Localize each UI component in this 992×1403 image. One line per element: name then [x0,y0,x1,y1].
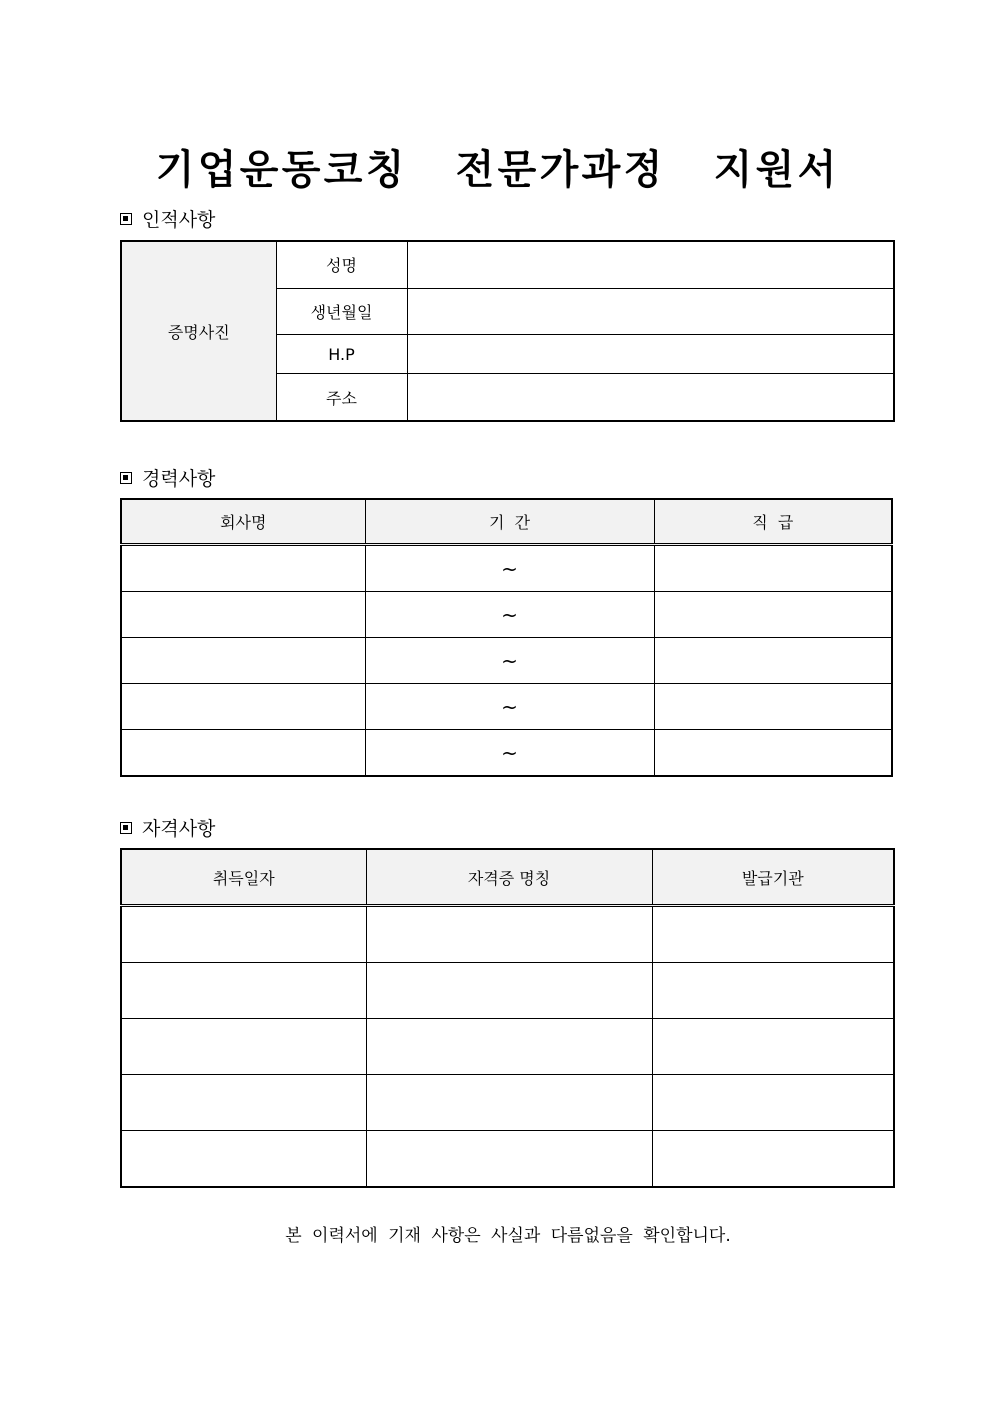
section-personal [120,205,215,232]
career-position-cell[interactable] [654,730,892,777]
field-value-phone[interactable] [407,335,894,374]
table-row [121,906,894,963]
photo-cell[interactable] [121,241,276,421]
cert-issuer-cell[interactable] [652,906,894,963]
cert-header-name: 자격증 명칭 [366,849,652,906]
career-company-cell[interactable] [121,730,365,777]
field-value-name[interactable] [407,241,894,288]
table-row [121,545,892,592]
section-personal-label: 인적사항 [142,209,216,231]
table-row [121,592,892,638]
certification-header-row [121,849,894,906]
section-career [120,464,215,491]
career-company-cell[interactable] [121,684,365,730]
cert-issuer-cell[interactable] [652,1131,894,1188]
cert-name-cell[interactable] [366,1131,652,1188]
career-company-cell[interactable] [121,638,365,684]
title-char: 업 [197,147,237,193]
cert-header-date: 취득일자 [121,849,366,906]
square-bullet-icon [120,822,132,834]
table-row [121,730,892,777]
square-bullet-icon [120,213,132,225]
career-header-period: 기 간 [365,499,654,545]
title-word-2 [454,138,664,195]
career-position-cell[interactable] [654,592,892,638]
square-bullet-icon [120,472,132,484]
cert-date-cell[interactable] [121,963,366,1019]
certification-table [120,848,895,1188]
cert-issuer-cell[interactable] [652,1019,894,1075]
field-value-birthdate[interactable] [407,288,894,334]
title-char: 전 [455,147,495,193]
cert-issuer-cell[interactable] [652,963,894,1019]
career-header-row [121,499,892,545]
cert-name-cell[interactable] [366,1075,652,1131]
field-label-name: 성명 [276,241,407,288]
career-period-cell[interactable]: ~ [365,592,654,638]
cert-issuer-cell[interactable] [652,1075,894,1131]
career-period-cell[interactable]: ~ [365,545,654,592]
career-header-company: 회사명 [121,499,365,545]
table-row [121,1019,894,1075]
section-certification-label: 자격사항 [142,818,216,840]
table-row [121,638,892,684]
cert-date-cell[interactable] [121,1075,366,1131]
table-row [121,1131,894,1188]
photo-label: 증명사진 [167,322,230,342]
title-char: 원 [755,147,795,193]
cert-name-cell[interactable] [366,963,652,1019]
cert-name-cell[interactable] [366,1019,652,1075]
career-period-cell[interactable]: ~ [365,638,654,684]
table-row [121,963,894,1019]
cert-date-cell[interactable] [121,1019,366,1075]
cert-header-issuer: 발급기관 [652,849,894,906]
career-header-position: 직 급 [654,499,892,545]
title-char: 서 [797,147,837,193]
field-label-address: 주소 [276,374,407,421]
confirmation-statement: 본 이력서에 기재 사항은 사실과 다름없음을 확인합니다. [285,1226,731,1246]
document-title [0,138,992,195]
section-certification [120,814,215,841]
career-company-cell[interactable] [121,545,365,592]
cert-date-cell[interactable] [121,906,366,963]
title-char: 과 [581,147,621,193]
cert-name-cell[interactable] [366,906,652,963]
career-period-cell[interactable]: ~ [365,730,654,777]
table-row [121,1075,894,1131]
table-row [121,684,892,730]
career-period-cell[interactable]: ~ [365,684,654,730]
career-position-cell[interactable] [654,638,892,684]
title-char: 가 [539,147,579,193]
title-char: 지 [713,147,753,193]
career-position-cell[interactable] [654,684,892,730]
title-char: 운 [239,147,279,193]
field-label-phone: H.P [276,335,407,374]
title-char: 동 [281,147,321,193]
cert-date-cell[interactable] [121,1131,366,1188]
title-char: 정 [623,147,663,193]
personal-info-table [120,240,895,422]
field-value-address[interactable] [407,374,894,421]
title-char: 문 [497,147,537,193]
career-company-cell[interactable] [121,592,365,638]
title-word-3 [712,138,838,195]
title-char: 코 [323,147,363,193]
career-table [120,498,893,777]
title-char: 칭 [365,147,405,193]
section-career-label: 경력사항 [142,468,216,490]
field-label-birthdate: 생년월일 [276,288,407,334]
title-word-1 [154,138,406,195]
career-position-cell[interactable] [654,545,892,592]
title-char: 기 [155,147,195,193]
